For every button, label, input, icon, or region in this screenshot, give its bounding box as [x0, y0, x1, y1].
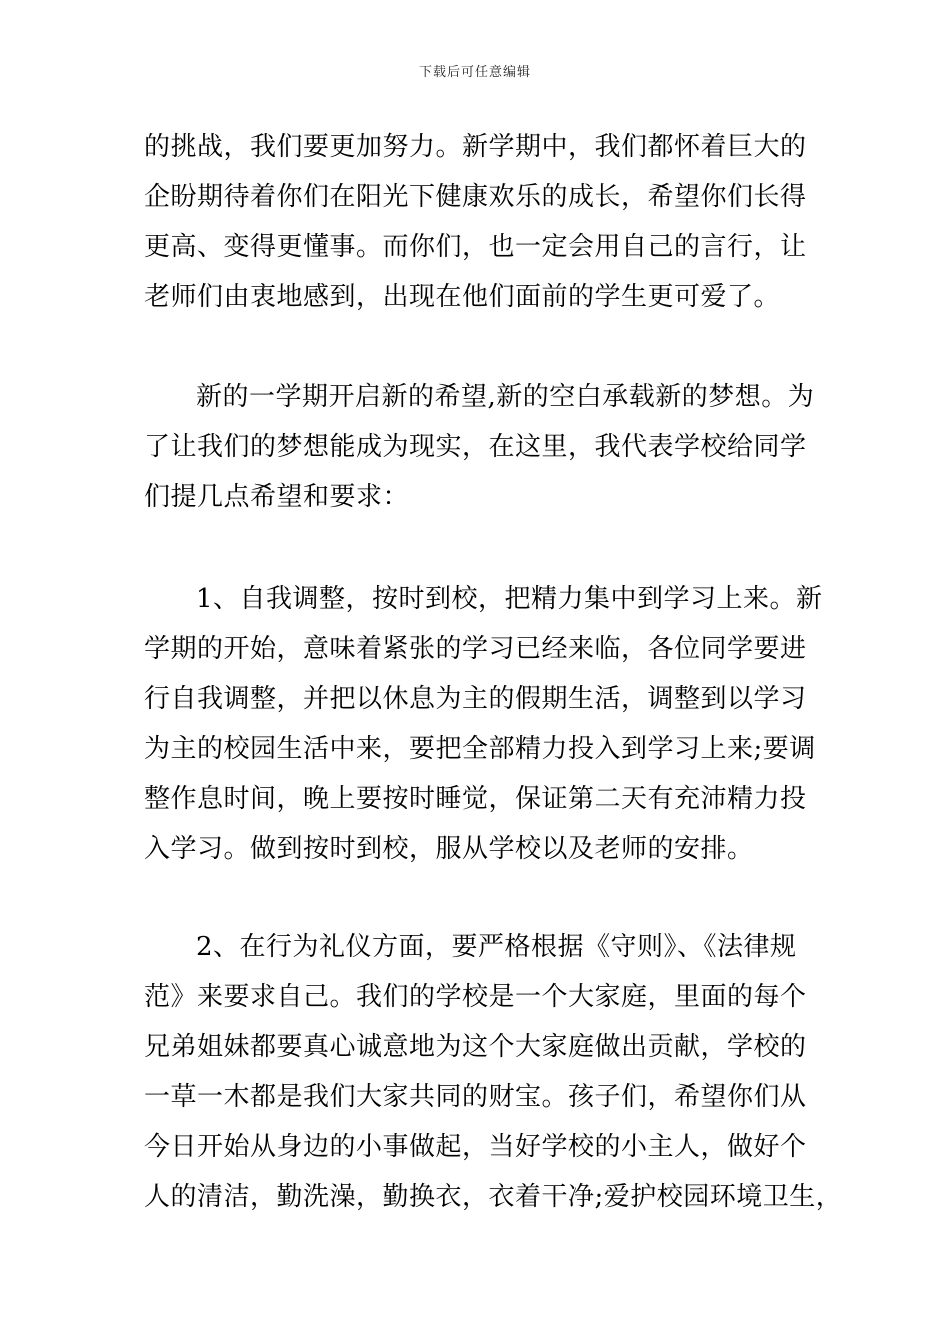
- paragraph-line: 2、在行为礼仪方面，要严格根据《守则》、《法律规: [196, 932, 797, 962]
- paragraph-line: 企盼期待着你们在阳光下健康欢乐的成长，希望你们长得: [144, 182, 807, 212]
- paragraph-line: 为主的校园生活中来，要把全部精力投入到学习上来;要调: [144, 734, 816, 764]
- paragraph-line: 1、自我调整，按时到校，把精力集中到学习上来。新: [196, 584, 823, 614]
- paragraph-1: [144, 122, 824, 322]
- paragraph-line: 兄弟姐妹都要真心诚意地为这个大家庭做出贡献，学校的: [144, 1032, 807, 1062]
- paragraph-line: 更高、变得更懂事。而你们，也一定会用自己的言行，让: [144, 232, 807, 262]
- paragraph-line: 了让我们的梦想能成为现实，在这里，我代表学校给同学: [144, 432, 807, 462]
- paragraph-line: 的挑战，我们要更加努力。新学期中，我们都怀着巨大的: [144, 132, 807, 162]
- paragraph-2: [144, 372, 824, 522]
- paragraph-line: 范》来要求自己。我们的学校是一个大家庭，里面的每个: [144, 982, 807, 1012]
- paragraph-line: 今日开始从身边的小事做起，当好学校的小主人，做好个: [144, 1132, 807, 1162]
- page-header: 下载后可任意编辑: [418, 65, 531, 80]
- paragraph-line: 整作息时间，晚上要按时睡觉，保证第二天有充沛精力投: [144, 784, 807, 814]
- paragraph-line: 学期的开始，意味着紧张的学习已经来临，各位同学要进: [144, 634, 807, 664]
- paragraph-line: 一草一木都是我们大家共同的财宝。孩子们，希望你们从: [144, 1082, 807, 1112]
- paragraph-line: 们提几点希望和要求：: [144, 482, 410, 512]
- paragraph-3: [144, 574, 824, 874]
- paragraph-line: 入学习。做到按时到校，服从学校以及老师的安排。: [144, 834, 754, 864]
- paragraph-line: 老师们由衷地感到，出现在他们面前的学生更可爱了。: [144, 282, 781, 312]
- paragraph-line: 人的清洁，勤洗澡，勤换衣，衣着干净;爱护校园环境卫生，: [144, 1182, 843, 1212]
- paragraph-4: [144, 922, 843, 1222]
- paragraph-line: 行自我调整，并把以休息为主的假期生活，调整到以学习: [144, 684, 807, 714]
- paragraph-line: 新的一学期开启新的希望,新的空白承载新的梦想。为: [196, 382, 815, 412]
